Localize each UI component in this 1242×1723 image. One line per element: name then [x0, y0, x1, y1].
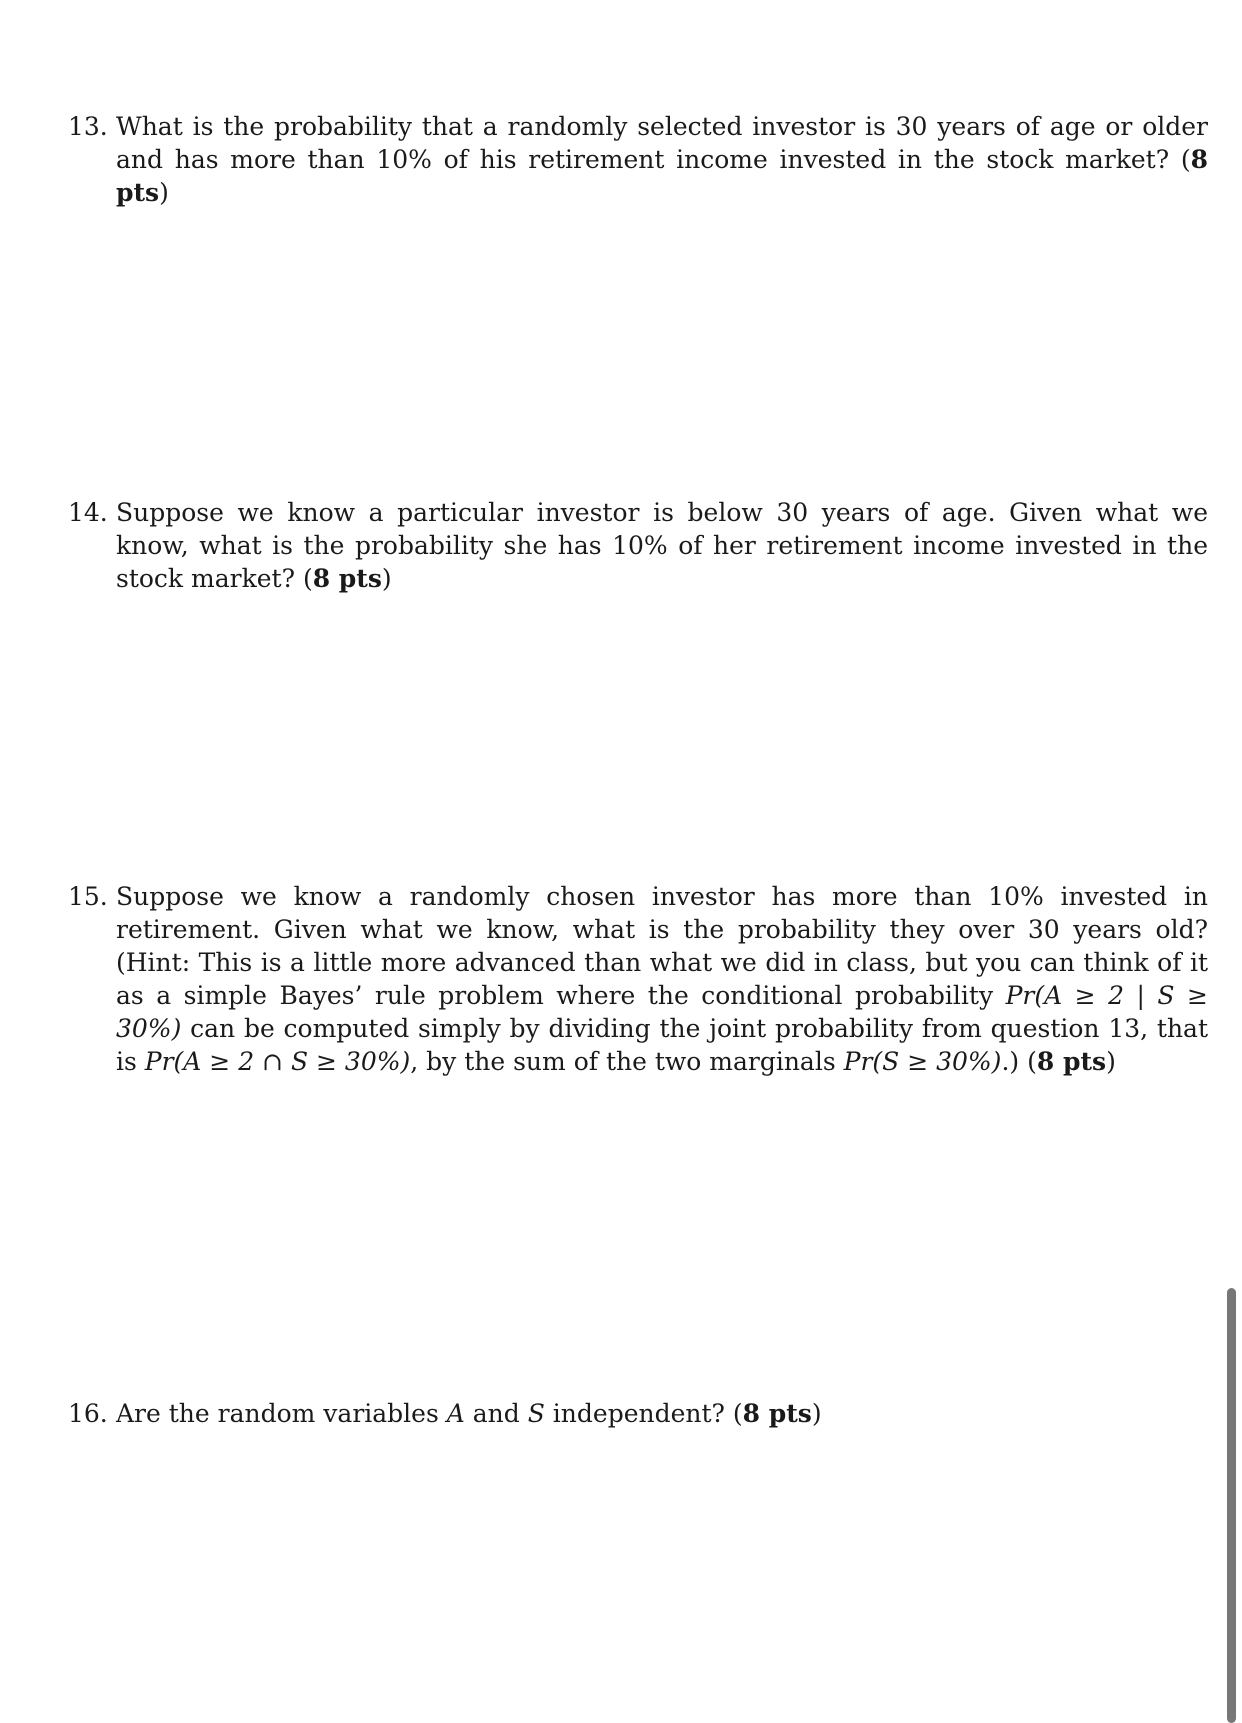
points-open: ( [302, 564, 313, 593]
points-label: 8 pts [742, 1399, 812, 1428]
question-text [116, 1397, 1208, 1430]
vertical-scrollbar-thumb[interactable] [1227, 1288, 1236, 1723]
points-close: ) [1106, 1047, 1116, 1076]
points-label: 8 pts [1036, 1047, 1107, 1076]
variable-s: S [527, 1399, 545, 1428]
points-close: ) [381, 564, 392, 593]
question-body-part-b: and [464, 1399, 528, 1428]
points-open: ( [732, 1399, 743, 1428]
question-body-part-d: .) [1001, 1047, 1020, 1076]
question-16 [68, 1397, 1208, 1430]
points-label: 8 pts [116, 145, 1208, 207]
question-body-part-c: independent? [544, 1399, 725, 1428]
variable-a: A [446, 1399, 465, 1428]
points-open: ( [1180, 145, 1191, 174]
points-close: ) [811, 1399, 822, 1428]
question-15 [68, 880, 1208, 1078]
question-number: 14. [68, 498, 108, 527]
question-13 [68, 110, 1208, 209]
points-label: 8 pts [312, 564, 382, 593]
joint-probability-expression: Pr(A ≥ 2 ∩ S ≥ 30%) [144, 1047, 411, 1076]
question-body: Suppose we know a particular investor is below 30 years of age. Given what we know, what is the probability she has 10% of her retirement income invested in the stock market? [116, 498, 1208, 593]
question-body-part-a: Suppose we know a randomly chosen investor has more than 10% invested in retirement. Given what we know, what is the probability they over 30 years old? (Hint: This is a little more advanced than what we did in class, but you can think of it as a simple Bayes’ rule problem where the conditional probability [116, 882, 1208, 1010]
question-text [116, 496, 1208, 595]
marginal-probability-expression: Pr(S ≥ 30%) [843, 1047, 1002, 1076]
question-number: 16. [68, 1399, 108, 1428]
question-text [116, 880, 1208, 1078]
question-body: What is the probability that a randomly selected investor is 30 years of age or older and has more than 10% of his retirement income invested in the stock market? [116, 112, 1208, 174]
question-text [116, 110, 1208, 209]
points-open: ( [1027, 1047, 1037, 1076]
question-body-part-b: can be computed simply by dividing the joint probability from question 13, that is [116, 1014, 1208, 1076]
question-14 [68, 496, 1208, 595]
question-body-part-a: Are the random variables [116, 1399, 447, 1428]
conditional-probability-expression: Pr(A ≥ 2 | S ≥ 30%) [116, 981, 1208, 1043]
question-number: 13. [68, 112, 108, 141]
question-body-part-c: , by the sum of the two marginals [410, 1047, 844, 1076]
points-close: ) [159, 178, 169, 207]
question-number: 15. [68, 882, 108, 911]
